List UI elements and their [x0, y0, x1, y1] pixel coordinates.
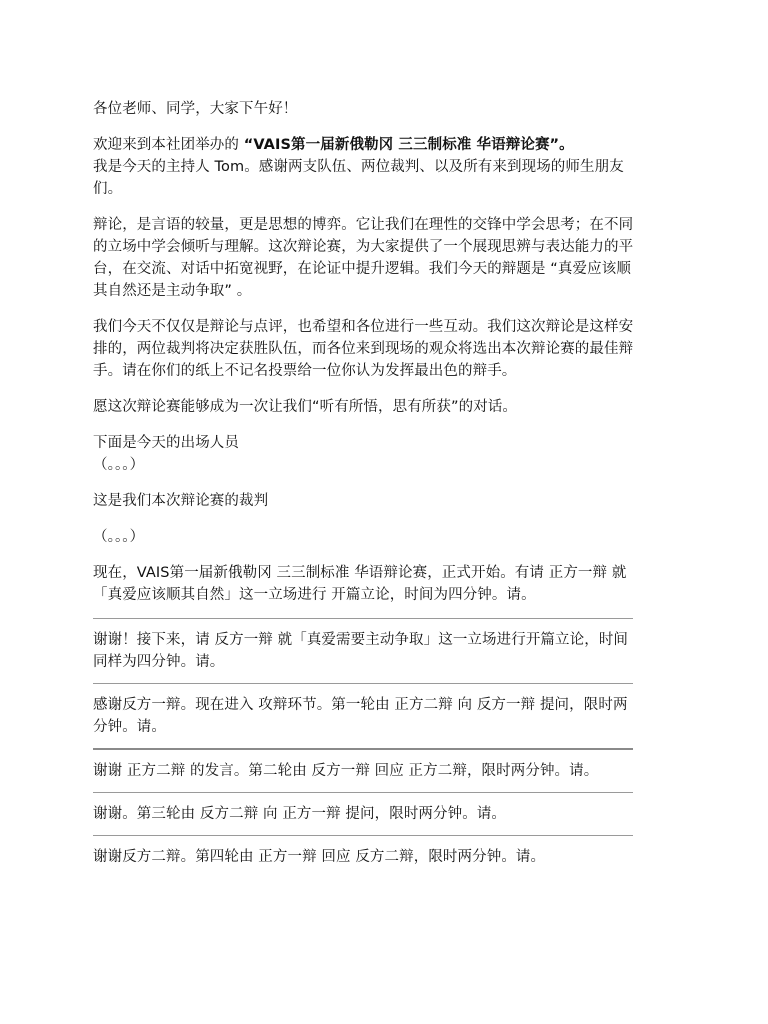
divider	[93, 792, 633, 793]
participants-paragraph	[93, 432, 638, 476]
divider	[93, 618, 633, 619]
divider	[93, 748, 633, 750]
segment-opening-affirmative: 现在，VAIS第一届新俄勒冈 三三制标准 华语辩论赛，正式开始。有请 正方一辩 就「真爱应该顺其自然」这一立场进行 开篇立论，时间为四分钟。请。	[93, 565, 627, 603]
greeting-paragraph: 各位老师、同学，大家下午好！	[93, 101, 298, 117]
segment-opening-negative: 谢谢！接下来，请 反方一辩 就「真爱需要主动争取」这一立场进行开篇立论，时间同样为四分钟。请。	[93, 632, 629, 670]
event-title: “VAIS第一届新俄勒冈 三三制标准 华语辩论赛”。	[243, 137, 574, 153]
welcome-lead: 欢迎来到本社团举办的	[93, 137, 239, 153]
segment-cross-round-1: 感谢反方一辩。现在进入 攻辩环节。第一轮由 正方二辩 向 反方一辩 提问，限时两分钟。请。	[93, 697, 628, 735]
judges-placeholder: （。。。）	[93, 529, 145, 545]
interaction-paragraph: 我们今天不仅仅是辩论与点评，也希望和各位进行一些互动。我们这次辩论是这样安排的，两位裁判将决定获胜队伍，而各位来到现场的观众将选出本次辩论赛的最佳辩手。请在你们的纸上不记名投票给一位你认为发挥最出色的辩手。	[93, 319, 634, 379]
participants-intro: 下面是今天的出场人员	[93, 435, 239, 451]
divider	[93, 683, 633, 684]
participants-placeholder: （。。。）	[93, 457, 145, 473]
segment-cross-round-2: 谢谢 正方二辩 的发言。第二轮由 反方一辩 回应 正方二辩，限时两分钟。请。	[93, 763, 599, 779]
debate-intro-paragraph: 辩论，是言语的较量，更是思想的博弈。它让我们在理性的交锋中学会思考；在不同的立场中学会倾听与理解。这次辩论赛，为大家提供了一个展现思辨与表达能力的平台，在交流、对话中拓宽视野，在论证中提升逻辑。我们今天的辩题是 “真爱应该顺其自然还是主动争取” 。	[93, 217, 634, 299]
judges-intro: 这是我们本次辩论赛的裁判	[93, 493, 269, 509]
segment-cross-round-4: 谢谢反方二辩。第四轮由 正方一辩 回应 反方二辩，限时两分钟。请。	[93, 849, 546, 865]
welcome-rest: 我是今天的主持人 Tom。感谢两支队伍、两位裁判、以及所有来到现场的师生朋友们。	[93, 159, 624, 197]
document-body	[93, 98, 638, 878]
hope-paragraph: 愿这次辩论赛能够成为一次让我们“听有所悟，思有所获”的对话。	[93, 399, 518, 415]
segment-cross-round-3: 谢谢。第三轮由 反方二辩 向 正方一辩 提问，限时两分钟。请。	[93, 806, 507, 822]
divider	[93, 835, 633, 836]
welcome-paragraph	[93, 134, 638, 200]
